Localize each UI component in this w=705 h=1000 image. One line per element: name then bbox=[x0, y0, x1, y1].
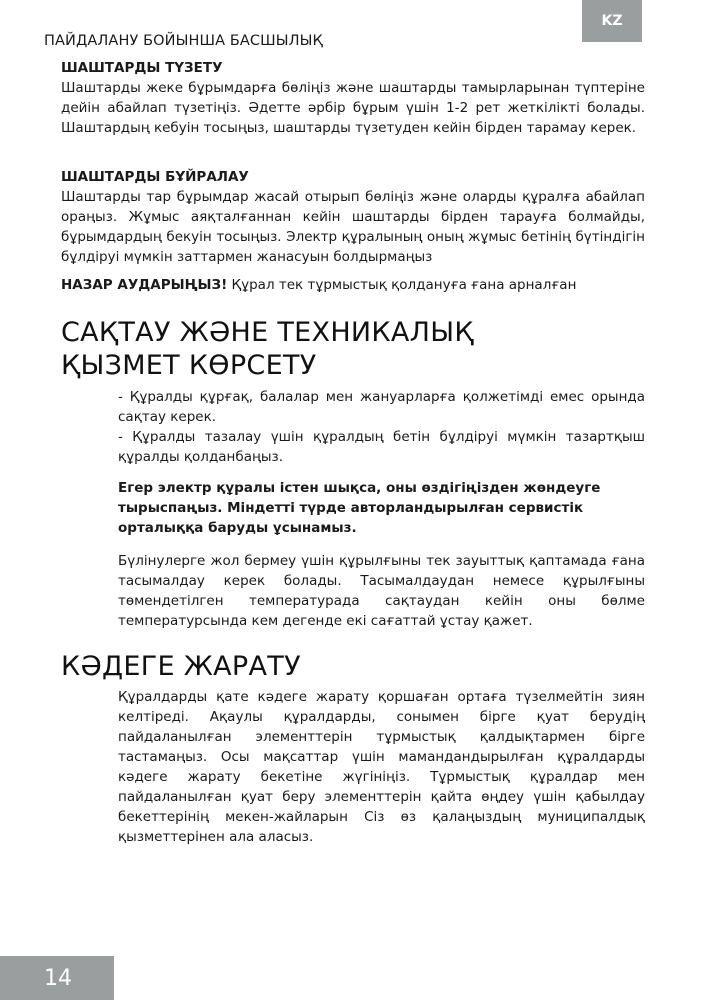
repair-warning bbox=[118, 478, 645, 538]
curling-section bbox=[61, 167, 645, 267]
storage-heading bbox=[61, 316, 474, 382]
storage-item-1: - Құралды құрғақ, балалар мен жануарларға қолжетімді емес орында сақтау керек. bbox=[118, 389, 645, 425]
disposal-body bbox=[118, 687, 645, 847]
storage-item-2: - Құралды тазалау үшін құралдың бетін бұлдіруі мүмкін тазартқыш құралды қолданбаңыз. bbox=[118, 429, 645, 465]
attention-text: Құрал тек тұрмыстық қолдануға ғана арналған bbox=[227, 277, 577, 293]
page-number: 14 bbox=[0, 956, 114, 1000]
curling-heading: ШАШТАРДЫ БҰЙРАЛАУ bbox=[61, 169, 249, 185]
curling-text: Шаштарды тар бұрымдар жасай отырып бөліңіз және оларды құралға абайлап ораңыз. Жұмыс аяқталғаннан кейін шаштарды бірден тарауға болмайды, бұрымдардың бекуін тосыңыз. Электр құралының оның жұмыс бетінің бүтіндігін бұлдіруі мүмкін заттармен жанасуын болдырмаңыз bbox=[61, 189, 645, 265]
storage-body bbox=[118, 387, 645, 467]
disposal-heading: КӘДЕГЕ ЖАРАТУ bbox=[61, 651, 301, 682]
straightening-section bbox=[61, 58, 645, 138]
transport-note bbox=[118, 551, 645, 631]
straightening-heading: ШАШТАРДЫ ТҮЗЕТУ bbox=[61, 60, 223, 76]
straightening-text: Шаштарды жеке бұрымдарға бөліңіз және шаштарды тамырларынан түптеріне дейін абайлап түзетіңіз. Әдетте әрбір бұрым үшін 1-2 рет жеткілікті болады. Шаштардың кебуін тосыңыз, шаштарды түзетуден кейін бірден тарамау керек. bbox=[61, 80, 645, 136]
attention-note bbox=[61, 275, 645, 295]
running-header: ПАЙДАЛАНУ БОЙЫНША БАСШЫЛЫҚ bbox=[44, 33, 323, 49]
attention-label: НАЗАР АУДАРЫҢЫЗ! bbox=[61, 277, 228, 293]
language-tab: KZ bbox=[582, 0, 642, 42]
storage-heading-line2: ҚЫЗМЕТ КӨРСЕТУ bbox=[61, 350, 317, 381]
disposal-text: Құралдарды қате кәдеге жарату қоршаған ортаға түзелмейтін зиян келтіреді. Ақаулы құралдарды, сонымен бірге қуат берудің пайдаланылған элементтерін тұрмыстық қалдықтармен бірге тастамаңыз. Осы мақсаттар үшін мамандандырылған құралдарды кәдеге жарату бекетіне жүгініңіз. Тұрмыстық құралдар мен пайдаланылған қуат беру элементтерін қайта өңдеу үшін қабылдау бекеттерінің мекен-жайларын Сіз өз қалаңыздың муниципалдық қызметтерінен ала аласыз. bbox=[118, 689, 645, 845]
storage-heading-line1: САҚТАУ ЖӘНЕ ТЕХНИКАЛЫҚ bbox=[61, 317, 474, 348]
transport-text: Бүлінулерге жол бермеу үшін құрылғыны тек зауыттық қаптамада ғана тасымалдау керек болады. Тасымалдаудан немесе құрылғыны төмендетілген температурада сақтаудан кейін оны бөлме температурсында кем дегенде екі сағаттай ұстау қажет. bbox=[118, 553, 645, 629]
repair-warning-text: Егер электр құралы істен шықса, оны өздігіңізден жөндеуге тырыспаңыз. Міндетті түрде авторландырылған сервистік орталыққа баруды ұсынамыз. bbox=[118, 480, 601, 536]
